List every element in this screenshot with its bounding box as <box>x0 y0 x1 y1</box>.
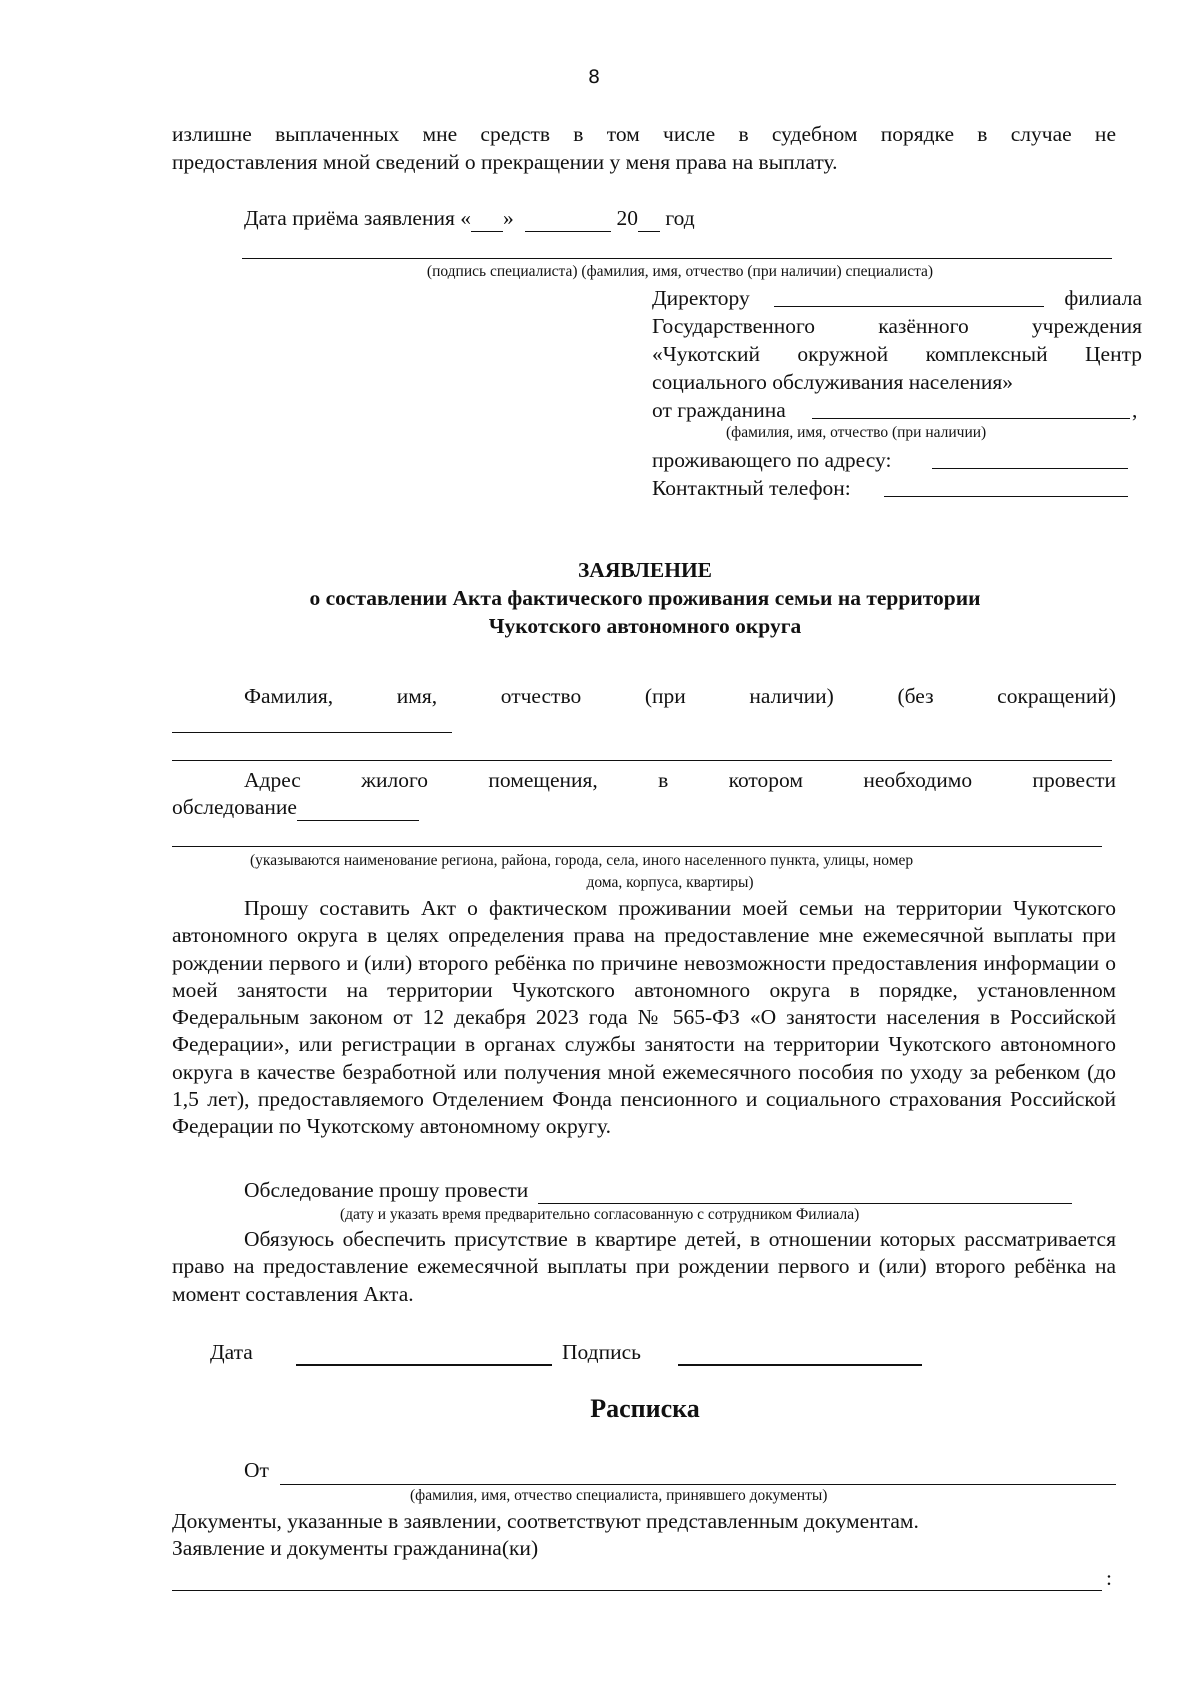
receipt-from-blank[interactable] <box>280 1484 1116 1485</box>
inspection-date-blank[interactable] <box>538 1178 1072 1204</box>
residing-label: проживающего по адресу: <box>652 448 892 472</box>
date-label: Дата <box>210 1340 253 1364</box>
address-caption <box>250 850 1120 894</box>
document-title <box>150 556 1140 640</box>
addressee-line-2: Государственного казённого учреждения <box>652 314 1142 338</box>
director-row <box>652 286 1142 314</box>
fio-full-blank[interactable] <box>172 760 1112 761</box>
signature-blank[interactable] <box>678 1364 922 1366</box>
address-caption-1: (указываются наименование региона, района, города, села, иного населенного пункта, улицы, номер <box>250 852 914 869</box>
receipt-title: Расписка <box>590 1394 700 1423</box>
from-citizen-label: от гражданина <box>652 398 786 422</box>
branch-label: филиала <box>1064 286 1142 310</box>
title-sub-1: о составлении Акта фактического проживания семьи на территории <box>309 586 981 610</box>
signature-label: Подпись <box>562 1340 641 1364</box>
receipt-date-mid: » <box>503 206 514 230</box>
phone-row <box>652 476 1142 504</box>
page-number: 8 <box>587 66 601 88</box>
addressee-line-4: социального обслуживания населения» <box>652 370 1014 394</box>
specialist-caption: (подпись специалиста) (фамилия, имя, отчество (при наличии) специалиста) <box>426 263 934 280</box>
residing-address-blank[interactable] <box>932 468 1128 469</box>
day-blank[interactable] <box>471 206 503 232</box>
phone-label: Контактный телефон: <box>652 476 851 500</box>
inspection-row <box>244 1178 1072 1204</box>
receipt-caption: (фамилия, имя, отчество специалиста, принявшего документы) <box>410 1487 828 1504</box>
receipt-line-1: Документы, указанные в заявлении, соответствуют представленным документам. <box>172 1509 919 1533</box>
addressee-block <box>652 286 1142 504</box>
intro-line-2: предоставления мной сведений о прекращении у меня права на выплату. <box>172 150 838 174</box>
intro-line-1: излишне выплаченных мне средств в том числе в судебном порядке в случае не <box>172 122 1116 146</box>
receipt-date-row <box>244 206 695 232</box>
address-label-line-1: Адрес жилого помещения, в котором необходимо провести <box>244 768 1116 792</box>
request-paragraph: Прошу составить Акт о фактическом проживании моей семьи на территории Чукотского автономного округа в целях определения права на предоставление мне ежемесячной выплаты при рождении первого и (или) второго ребёнка по причине невозможности предоставления информации о моей занятости на территории Чукотского автономного округа в порядке, установленном Федеральным законом от 12 декабря 2023 года № 565-ФЗ «О занятости населения в Российской Федерации», или регистрации в органах службы занятости на территории Чукотского автономного округа в качестве безработной или получения мной ежемесячного пособия по уходу за ребенком (до 1,5 лет), предоставляемого Отделением Фонда пенсионного и социального страхования Российской Федерации по Чукотскому автономному округу. <box>172 896 1116 1139</box>
inspection-address-blank[interactable] <box>297 795 419 821</box>
address-label-line-2: обследование <box>172 795 297 819</box>
receipt-date-prefix: Дата приёма заявления « <box>244 206 471 230</box>
address-row <box>652 448 1142 476</box>
obligation-paragraph: Обязуюсь обеспечить присутствие в квартире детей, в отношении которых рассматривается право на предоставление ежемесячной выплаты при рождении первого и (или) второго ребёнка на момент составления Акта. <box>172 1227 1116 1306</box>
signature-row <box>210 1340 930 1370</box>
receipt-citizen-blank[interactable] <box>172 1590 1102 1591</box>
month-blank[interactable] <box>525 206 611 232</box>
comma: , <box>1132 398 1138 422</box>
inspection-caption: (дату и указать время предварительно согласованную с сотрудником Филиала) <box>340 1206 860 1223</box>
citizen-name-caption: (фамилия, имя, отчество (при наличии) <box>726 424 987 441</box>
address-full-blank[interactable] <box>172 846 1102 847</box>
phone-blank[interactable] <box>884 496 1128 497</box>
title-sub-2: Чукотского автономного округа <box>488 614 802 638</box>
citizen-name-blank[interactable] <box>812 418 1130 419</box>
from-citizen-row <box>652 398 1142 424</box>
address-caption-2: дома, корпуса, квартиры) <box>586 874 754 891</box>
address-label-line-2-row <box>172 795 419 821</box>
receipt-line-2: Заявление и документы гражданина(ки) <box>172 1536 539 1560</box>
addressee-line-3: «Чукотский окружной комплексный Центр <box>652 342 1142 366</box>
specialist-signature-line[interactable] <box>242 258 1112 259</box>
title-main: ЗАЯВЛЕНИЕ <box>577 558 713 582</box>
inspection-label: Обследование прошу провести <box>244 1178 529 1202</box>
receipt-colon: : <box>1106 1566 1112 1590</box>
year-blank[interactable] <box>638 206 660 232</box>
director-name-blank[interactable] <box>774 306 1044 307</box>
receipt-from-label: От <box>244 1458 269 1482</box>
date-blank[interactable] <box>296 1364 552 1366</box>
fio-short-blank[interactable] <box>172 732 452 733</box>
receipt-date-suffix: год <box>665 206 695 230</box>
fio-label: Фамилия, имя, отчество (при наличии) (без сокращений) <box>244 684 1116 708</box>
director-label: Директору <box>652 286 750 310</box>
receipt-date-year: 20 <box>616 206 638 230</box>
